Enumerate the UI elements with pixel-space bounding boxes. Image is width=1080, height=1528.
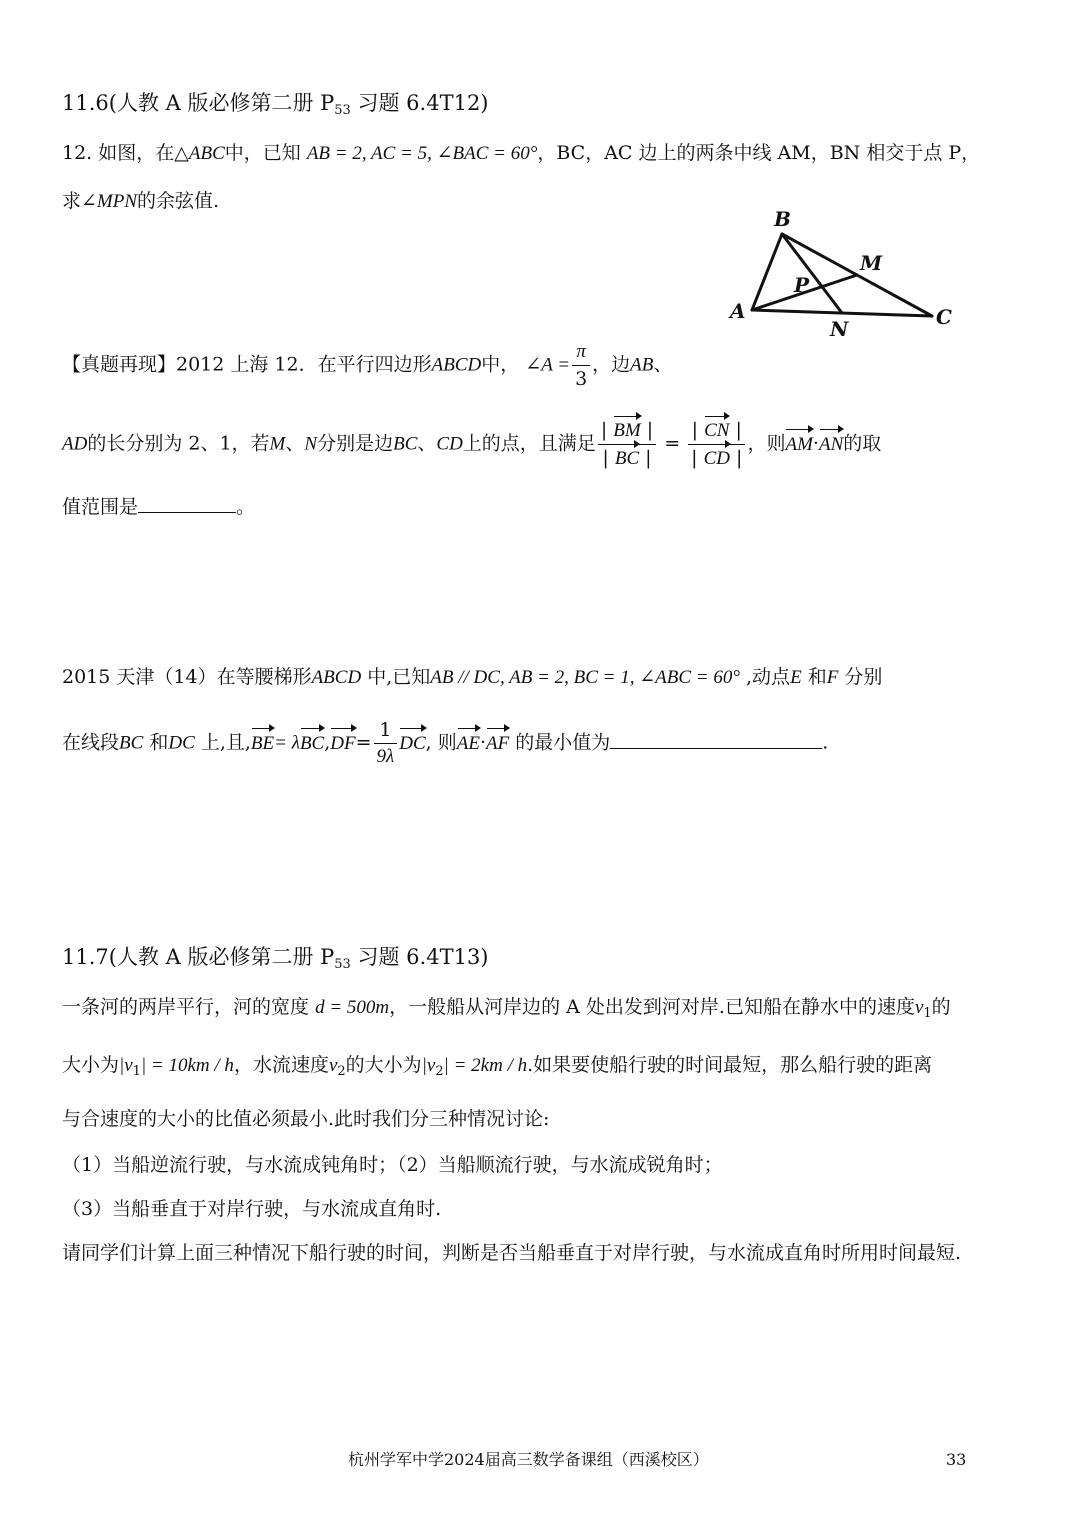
river-line-1: 一条河的两岸平行，河的宽度 d = 500m，一般船从河岸边的 A 处出发到河对岸.已知船在静水中的速度$v_1$的 [62,996,951,1021]
median-bn [782,234,842,313]
section-11-7-heading: 11.7(人教 A 版必修第二册 $P_{53}$ 习题 6.4T13) [62,945,489,972]
one-over-9-lambda-fraction: $\frac{1}{9\lambda}$ [374,718,398,769]
river-question: 请同学们计算上面三种情况下船行驶的时间，判断是否当船垂直于对岸行驶，与水流成直角时所用时间最短. [62,1242,962,1264]
bm-over-bc-fraction: $\frac{| BM |}{| BC |}$ [598,418,656,471]
label-m: M [860,251,883,275]
river-line-2: 大小为$|v_1| = 10km / h$，水流速度$v_2$的大小为$|v_2| = 2km / h$.如果要使船行驶的时间最短，那么船行驶的距离 [62,1054,933,1079]
problem-12-line-2: 求∠MPN的余弦值. [62,190,220,212]
side-ab [752,234,782,310]
label-n: N [830,317,849,341]
tianjin-2015-line-1: 2015 天津（14）在等腰梯形ABCD 中,已知AB // DC, AB = 2, BC = 1, ∠ABC = 60° ,动点E 和F 分别 [62,666,883,688]
label-b: B [774,207,791,231]
cn-over-cd-fraction: $\frac{| CN |}{| CD |}$ [688,418,745,471]
answer-blank[interactable] [610,730,822,749]
real-2012-line-2: AD的长分别为 2、1，若M、N分别是边BC、CD上的点，且满足 $\frac{| BM |}{| BC |}$ = $\frac{| CN |}{| CD |}$ ，则AM·AN的取 [62,419,882,469]
real-2012-line-1: 【真题再现】2012 上海 12．在平行四边形ABCD中， ∠A = $\frac{\pi}{3}$ ，边AB、 [62,341,673,390]
tianjin-2015-line-2: 在线段BC 和DC 上,且,BE= λBC,DF= $\frac{1}{9\lambda}$ DC, 则AE·AF 的最小值为 . [62,719,829,767]
triangle-abc-figure [722,200,962,345]
label-c: C [936,305,952,329]
pi-over-3-fraction: $\frac{\pi}{3}$ [572,340,590,391]
real-2012-line-3: 值范围是 。 [62,496,256,518]
river-line-3: 与合速度的大小的比值必须最小.此时我们分三种情况讨论: [62,1108,550,1130]
label-p: P [794,273,810,297]
page-number: 33 [946,1450,967,1469]
label-a: A [730,299,746,323]
footer-school: 杭州学军中学2024届高三数学备课组（西溪校区） [348,1450,709,1469]
answer-blank[interactable] [138,494,236,513]
problem-12-line-1: 12. 如图，在△ABC中，已知 AB = 2, AC = 5, ∠BAC = 60°，BC，AC 边上的两条中线 AM，BN 相交于点 P， [62,142,981,164]
river-case-1-2: （1）当船逆流行驶，与水流成钝角时；（2）当船顺流行驶，与水流成锐角时； [62,1154,723,1176]
river-case-3: （3）当船垂直于对岸行驶，与水流成直角时. [62,1198,442,1220]
section-11-6-heading: 11.6(人教 A 版必修第二册 $P_{53}$ 习题 6.4T12) [62,91,489,118]
